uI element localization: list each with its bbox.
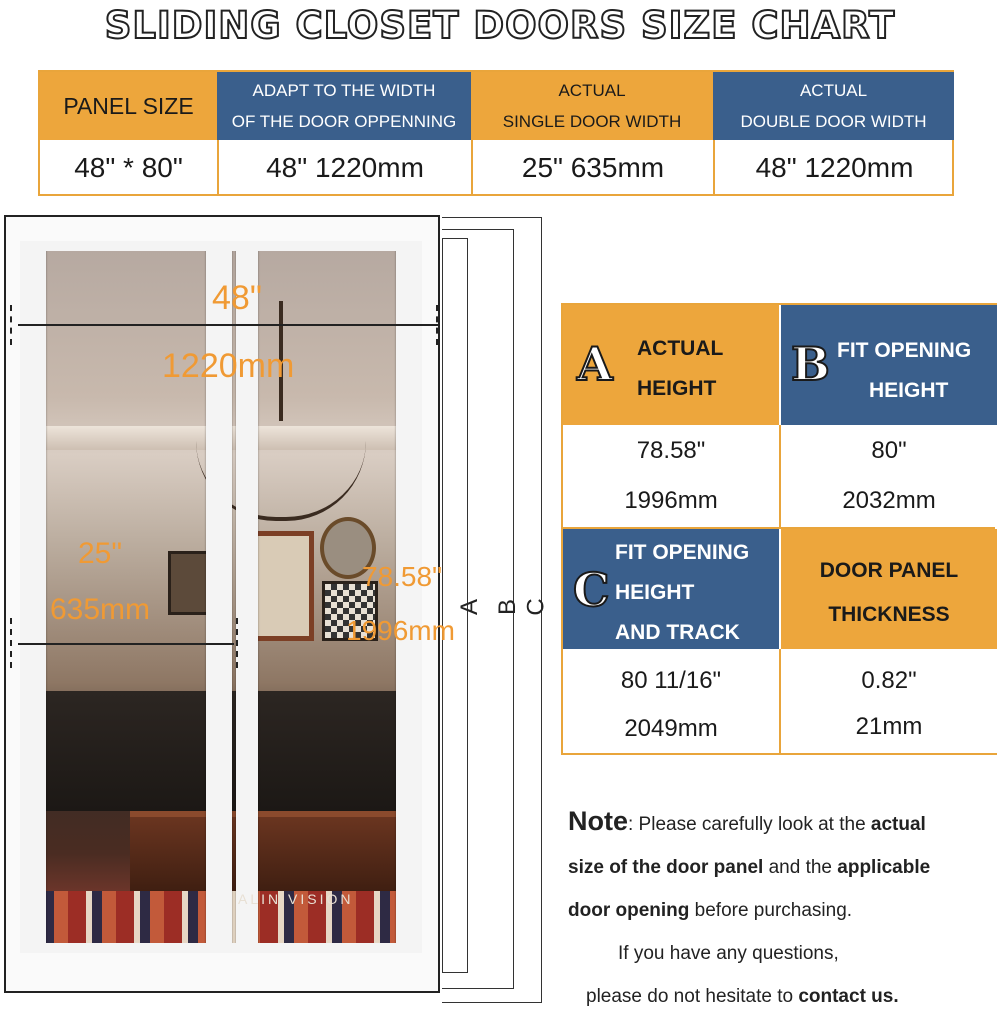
spec-a-values xyxy=(563,425,779,529)
spec-c-inch: 80 11/16" xyxy=(620,667,722,694)
header-panel-size xyxy=(40,72,217,140)
spec-c-label: FIT OPENING xyxy=(615,541,750,564)
value-single-door-width: 25" 635mm xyxy=(471,140,713,196)
spec-thickness-inch: 0.82" xyxy=(861,667,917,694)
note-text: If you have any questions, xyxy=(618,943,839,964)
height-spec-table xyxy=(561,303,997,755)
spec-a-label: ACTUAL xyxy=(637,337,724,360)
spec-a-header xyxy=(563,305,779,425)
panel-size-table xyxy=(38,70,954,196)
header-label: SINGLE DOOR WIDTH xyxy=(502,112,682,131)
dimension-label-b: B xyxy=(494,598,522,616)
header-double-door-width xyxy=(713,72,954,140)
header-label: ACTUAL xyxy=(558,81,626,100)
note-bold: actual xyxy=(870,814,926,835)
header-single-door-width xyxy=(471,72,713,140)
spec-b-label: HEIGHT xyxy=(869,379,949,402)
spec-c-letter: C xyxy=(573,563,610,617)
note-text: please do not hesitate to xyxy=(586,986,799,1007)
note-text: before purchasing. xyxy=(689,900,853,921)
height-mm-label: 1996mm xyxy=(346,615,455,646)
single-width-inch-label: 25" xyxy=(78,537,123,570)
value-door-opening-width: 48" 1220mm xyxy=(217,140,471,196)
spec-c-values xyxy=(563,649,779,753)
header-label: ADAPT TO THE WIDTH xyxy=(252,81,436,100)
spec-thickness-label: DOOR PANEL xyxy=(819,559,959,582)
spec-c-header xyxy=(563,529,779,649)
spec-a-inch: 78.58" xyxy=(636,437,706,464)
note-bold: door opening xyxy=(568,900,690,921)
value-double-door-width: 48" 1220mm xyxy=(713,140,954,196)
spec-thickness-header xyxy=(781,529,997,649)
value-panel-size: 48" * 80" xyxy=(74,152,183,183)
header-label: ACTUAL xyxy=(799,81,868,100)
dimension-label-a: A xyxy=(456,598,484,616)
note-text: : Please carefully look at the xyxy=(628,814,871,835)
spec-b-inch: 80" xyxy=(871,437,907,464)
header-label: PANEL SIZE xyxy=(63,92,194,119)
door-diagram xyxy=(0,213,550,1000)
width-inch-label: 48" xyxy=(212,279,262,317)
note-bold: applicable xyxy=(837,857,931,878)
header-door-opening-width xyxy=(217,72,471,140)
dimension-label-c: C xyxy=(522,598,550,616)
width-arrow xyxy=(18,324,438,326)
spec-b-values xyxy=(781,425,997,529)
spec-thickness-mm: 21mm xyxy=(855,713,923,740)
spec-a-mm: 1996mm xyxy=(624,487,718,514)
header-label: OF THE DOOR OPPENNING xyxy=(231,112,457,131)
spec-thickness-values xyxy=(781,649,997,753)
single-width-arrow xyxy=(18,643,234,645)
spec-b-letter: B xyxy=(791,337,830,391)
watermark: ALIN VISION xyxy=(238,891,354,907)
width-mm-label: 1220mm xyxy=(162,347,295,385)
page-title: SLIDING CLOSET DOORS SIZE CHART xyxy=(104,4,896,47)
contact-us-link: contact us. xyxy=(798,986,899,1007)
single-width-mm-label: 635mm xyxy=(50,593,151,626)
height-inch-label: 78.58" xyxy=(362,561,443,592)
note-title: Note xyxy=(568,806,628,836)
note-text: and the xyxy=(763,857,838,878)
spec-c-label: AND TRACK xyxy=(615,621,740,644)
spec-c-mm: 2049mm xyxy=(624,715,718,742)
spec-b-header xyxy=(781,305,997,425)
spec-a-label: HEIGHT xyxy=(637,377,717,400)
spec-a-letter: A xyxy=(577,337,613,391)
spec-thickness-label: THICKNESS xyxy=(828,603,950,626)
spec-b-mm: 2032mm xyxy=(842,487,936,514)
purchase-note xyxy=(568,800,998,1018)
note-bold: size of the door panel xyxy=(568,857,764,878)
header-label: DOUBLE DOOR WIDTH xyxy=(740,112,927,131)
spec-b-label: FIT OPENING xyxy=(837,339,972,362)
spec-c-label: HEIGHT xyxy=(615,581,695,604)
